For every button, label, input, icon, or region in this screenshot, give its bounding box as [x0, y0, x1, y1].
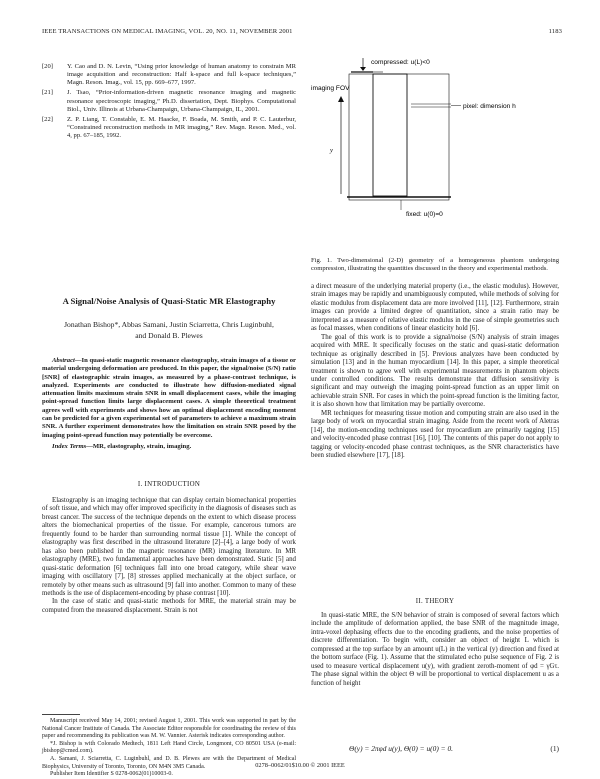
theory-paragraph-1: In quasi-static MRE, the S/N behavior of strain is composed of several factors which include the amplitude of deformation applied, the base SNR of the magnitude image, intra-voxel dephasing effects due to the encoding gradients, and the noise properties of discrete differentiation. To begin with, consider an object of height L which is compressed at the top surface by an amount u(L) in the vertical (y) direction and fixed at the bottom surface (Fig. 1). Assume that the stimulated echo pulse sequence of Fig. 2 is used to measure vertical displacement u(y), with gradient zeroth-moment of φd = γGτ. The phase signal within the object Θ will be proportional to vertical displacement u as a function of height	[311, 612, 559, 687]
footnote-divider	[42, 714, 80, 715]
reference-list	[42, 63, 296, 142]
reference-number: [20]	[42, 63, 53, 70]
introduction-body	[42, 497, 296, 615]
label-imaging-fov: imaging FOV	[311, 85, 350, 92]
paper-title: A Signal/Noise Analysis of Quasi-Static MR Elastography	[62, 296, 276, 306]
authors-line-2: and Donald B. Plewes	[135, 331, 203, 340]
figure-1-diagram	[311, 56, 561, 226]
index-terms-text: MR, elastography, strain, imaging.	[92, 442, 192, 450]
right-paragraph-1: a direct measure of the underlying material property (i.e., the elastic modulus). However, strain images may be rapidly and unambiguously computed, while methods of solving for elastic modulus from displacement data are more involved [11], [12]. Furthermore, strain images can provide a limited degree of quantitation, since a strain ratio may be interpreted as a measure of relative elastic modulus in the case of simple geometries such as focal masses, when conditions of linear elasticity hold [6].	[311, 283, 559, 333]
paper-authors	[42, 319, 296, 341]
intro-paragraph-1: Elastography is an imaging technique that can display certain biomechanical properties of soft tissue, and which may offer improved specificity in the diagnosis of diseases such as breast cancer. The success of the technique depends on the extent to which disease process alters the biomechanical properties of the tissue. For example, cancerous tumors are frequently found to be harder than surrounding normal tissue [1]. While the concept of elastography was first described in the ultrasound literature [2]–[4], a large body of work has also been published in the magnetic resonance (MR) imaging literature. In MR elastography (MRE), two fundamental approaches have been demonstrated. Static [5] and quasi-static deformation [6] techniques fall into one broad category, while shear wave imaging with oscillatory [7], [8] stresses applied mechanically at the object surface, or remotely by other means such as ultrasound [9] fall into another. Common to many of these methods is the use of displacement-encoding by phase contrast [10].	[42, 497, 296, 597]
authors-line-1: Jonathan Bishop*, Abbas Samani, Justin Sciarretta, Chris Luginbuhl,	[64, 320, 274, 329]
section-heading-introduction: I. INTRODUCTION	[137, 481, 201, 488]
footnote-identifier: Publisher Item Identifier S 0278-0062(01)10003-0.	[50, 771, 173, 778]
intro-paragraph-2: In the case of static and quasi-static methods for MRE, the material strain may be computed from the measured displacement. Strain is not	[42, 598, 296, 614]
reference-text: Z. P. Liang, T. Constable, E. M. Haacke, F. Boada, M. Smith, and P. C. Lauterbur, “Constrained reconstruction methods in MR imaging,” Rev. Magn. Reson. Med., vol. 4, pp. 67–185, 1992.	[67, 115, 296, 140]
label-fixed: fixed: u(0)=0	[406, 211, 443, 218]
index-terms-label: Index Terms—	[52, 442, 93, 450]
y-axis-arrowhead	[338, 96, 344, 102]
footnote-corresponding: *J. Bishop is with Colorado Medtech, 1811 Left Hand Circle, Longmont, CO 80501 USA (e-mail: jbishop@cmed.com).	[42, 740, 296, 755]
compression-arrowhead	[360, 67, 366, 71]
footnotes	[42, 718, 296, 779]
abstract-text: In quasi-static magnetic resonance elastography, strain images of a tissue or material undergoing deformation are produced. In this paper, the signal/noise (S/N) ratio [SNR] of elastographic strain images, as measured by a phase-contrast technique, is analyzed. Experiments are conducted to illustrate how diffusion-mediated signal attenuation limits maximum strain SNR in small displacement cases, while the imaging point-spread function limits large displacement cases. A simple theoretical treatment agrees well with experiments and shows how an optimal displacement encoding moment can be predicted for a given experimental set of parameters to achieve a maximum strain SNR. A further experiment demonstrates how the limitation on strain SNR posed by the imaging point-spread function may potentially be overcome.	[42, 357, 296, 439]
journal-header: IEEE TRANSACTIONS ON MEDICAL IMAGING, VOL. 20, NO. 11, NOVEMBER 2001	[42, 28, 293, 35]
footnote-affiliation: A. Samani, J. Sciarretta, C. Luginbuhl, and D. B. Plewes are with the Department of Medical Biophysics, University of Toronto, Toronto, ON M4N 3M5 Canada.	[42, 755, 296, 770]
reference-item	[42, 89, 296, 114]
equation-number: (1)	[550, 744, 559, 753]
right-paragraph-2: The goal of this work is to provide a signal/noise (S/N) analysis of strain images acquired with MRE. It specifically focuses on the static and quasi-static deformation technique as originally described in [5]. Previous analyzes have been conducted by simulation [13] and in the human myocardium [14]. In this paper, a simple theoretical treatment is shown to agree well with experimental measurements in phantom objects under controlled conditions. The results demonstrate that diffusion sensitivity is significant and may outweigh the imaging point-spread function as an upper limit on achievable strain SNR. For cases in which the point-spread function is the limiting factor, it is also shown how that limitation may be partially overcome.	[311, 333, 559, 409]
reference-item	[42, 63, 296, 88]
abstract-paragraph	[42, 357, 296, 440]
abstract-label: Abstract—	[52, 357, 82, 364]
label-compressed: compressed: u(L)<0	[371, 59, 430, 66]
figure-1-caption: Fig. 1. Two-dimensional (2-D) geometry of a homogeneous phantom undergoing compression, illustrating the quantities discussed in the theory and experimental methods.	[311, 257, 559, 272]
phantom-object	[373, 74, 407, 196]
reference-text: Y. Cao and D. N. Levin, “Using prior knowledge of human anatomy to constrain MR image acquisition and reconstruction: Half k-space and full k-space techniques,” Magn. Reson. Imag., vol. 15, pp. 669–677, 1997.	[67, 63, 296, 87]
right-column-body	[311, 283, 559, 461]
label-y-axis: y	[330, 147, 333, 154]
reference-item	[42, 116, 296, 141]
running-header	[0, 28, 600, 40]
reference-text: J. Tsao, “Prior-information-driven magnetic resonance imaging and magnetic resonance spectroscopic imaging,” Ph.D. dissertation, Dept. Biophys. Computational Biol., Univ. Illinois at Urbana-Champaign, Urbana-Champaign, IL, 2001.	[67, 89, 296, 113]
theory-body	[311, 612, 559, 688]
equation-expression: Θ(y) = 2πφd u(y), Θ(0) = u(0) = 0.	[349, 744, 454, 753]
index-terms	[42, 443, 296, 451]
page-number: 1183	[548, 28, 562, 35]
reference-number: [21]	[42, 89, 53, 97]
imaging-fov-box	[349, 74, 449, 200]
reference-number: [22]	[42, 115, 53, 123]
section-heading-theory: II. THEORY	[415, 598, 455, 605]
footnote-manuscript: Manuscript received May 14, 2001; revised August 1, 2001. This work was supported in part by the National Cancer Institute of Canada. The Associate Editor responsible for coordinating the review of this paper and recommending its publication was M. W. Vannier. Asterisk indicates corresponding author.	[42, 718, 296, 740]
right-paragraph-3: MR techniques for measuring tissue motion and computing strain are also used in the large body of work on myocardial strain imaging. Aside from the recent work of Aletras [14], the motion-encoding techniques used for myocardium are primarily tagging [15] and velocity-encoded phase contrast [16], [10]. The contents of this paper do not apply to tagging or velocity-encoded phase contrast techniques, as the SNR characteristics have been studied elsewhere [17], [18].	[311, 409, 559, 460]
abstract	[42, 357, 296, 451]
label-pixel-dimension: pixel: dimension h	[463, 103, 516, 110]
copyright-footer: 0278–0062/01$10.00 © 2001 IEEE	[255, 762, 345, 769]
